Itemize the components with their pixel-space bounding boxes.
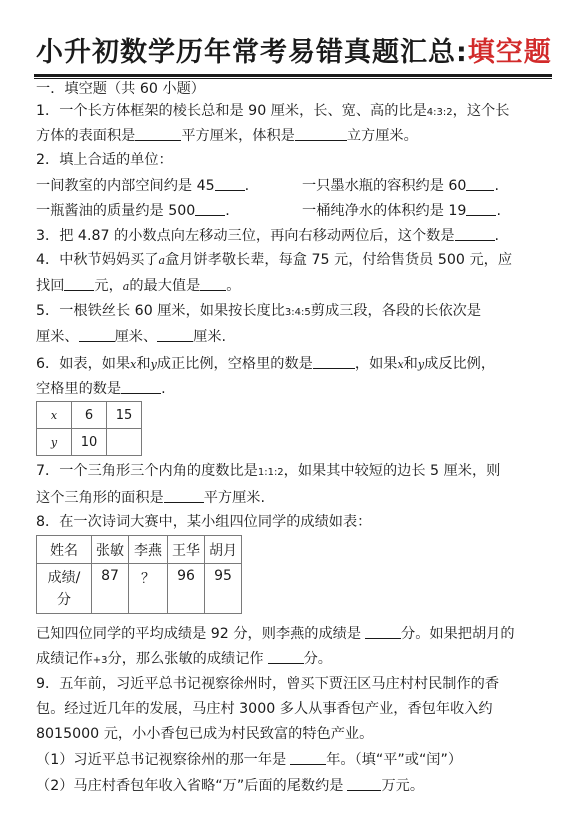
q2-item-b: 一只墨水瓶的容积约是 60 . xyxy=(302,178,499,194)
table-cell: 10 xyxy=(72,429,107,456)
answer-blank[interactable] xyxy=(290,750,326,765)
table-cell: x xyxy=(37,402,72,429)
table-row xyxy=(37,536,242,564)
q9-line1: 9．五年前，习近平总书记视察徐州时，曾买下贾汪区马庄村村民制作的香 xyxy=(36,676,500,692)
answer-blank[interactable] xyxy=(466,176,494,191)
table-cell: 95 xyxy=(205,564,242,614)
answer-blank[interactable] xyxy=(79,327,115,342)
title-main: 小升初数学历年常考易错真题汇总: xyxy=(36,37,468,68)
table-cell: 96 xyxy=(168,564,205,614)
q4-line1: 4．中秋节妈妈买了a盒月饼孝敬长辈，每盒 75 元，付给售货员 500 元，应 xyxy=(36,252,513,268)
answer-blank[interactable] xyxy=(157,327,193,342)
q3-line1: 3．把 4.87 的小数点向左移动三位，再向右移动两位后，这个数是 . xyxy=(36,228,500,244)
q1-line2: 方体的表面积是 平方厘米，体积是 立方厘米。 xyxy=(36,128,418,144)
answer-blank[interactable] xyxy=(313,354,355,369)
q4-var-a: a xyxy=(158,254,166,267)
table-header: 姓名 xyxy=(37,536,92,564)
table-row xyxy=(37,429,142,456)
title-accent: 填空题 xyxy=(467,37,552,68)
q9-line2: 包。经过近几年的发展，马庄村 3000 多人从事香包产业，香包年收入约 xyxy=(36,701,493,717)
answer-blank[interactable] xyxy=(195,201,225,216)
q1-ratio: 4:3:2 xyxy=(426,107,453,118)
table-cell-empty xyxy=(107,429,142,456)
q7-ratio: 1:1:2 xyxy=(257,467,284,478)
q2-line1: 2．填上合适的单位： xyxy=(36,152,173,168)
q1-line1: 1．一个长方体框架的棱长总和是 90 厘米，长、宽、高的比是4:3:2，这个长 xyxy=(36,103,510,119)
table-cell: ？ xyxy=(129,564,168,614)
q2-item-c: 一瓶酱油的质量约是 500 . xyxy=(36,203,230,219)
row-label: 成绩/ 分 xyxy=(37,564,92,614)
q5-line1: 5．一根铁丝长 60 厘米，如果按长度比3:4:5剪成三段，各段的长依次是 xyxy=(36,303,482,319)
answer-blank[interactable] xyxy=(215,176,245,191)
table-cell: 87 xyxy=(92,564,129,614)
answer-blank[interactable] xyxy=(268,649,304,664)
q8-line1: 8．在一次诗词大赛中，某小组四位同学的成绩如表： xyxy=(36,514,372,530)
q6-line1: 6．如表，如果x和y成正比例，空格里的数是 ，如果x和y成反比例， xyxy=(36,356,496,372)
page-title xyxy=(36,30,552,69)
answer-blank[interactable] xyxy=(64,276,94,291)
table-header: 王华 xyxy=(168,536,205,564)
answer-blank[interactable] xyxy=(365,624,401,639)
q6-line2: 空格里的数是 . xyxy=(36,381,166,397)
table-cell: y xyxy=(37,429,72,456)
table-header: 胡月 xyxy=(205,536,242,564)
q5-line2: 厘米、 厘米、 厘米. xyxy=(36,329,227,345)
answer-blank[interactable] xyxy=(200,276,226,291)
q8-line3: 成绩记作+3分，那么张敏的成绩记作 分。 xyxy=(36,651,332,667)
answer-blank[interactable] xyxy=(455,226,495,241)
q6-table xyxy=(36,401,142,456)
answer-blank[interactable] xyxy=(295,126,347,141)
q9-sub1: （1）习近平总书记视察徐州的那一年是 年。（填“平”或“闰”） xyxy=(36,752,463,768)
q8-table xyxy=(36,535,242,614)
q7-line1: 7．一个三角形三个内角的度数比是1:1:2，如果其中较短的边长 5 厘米，则 xyxy=(36,463,501,479)
answer-blank[interactable] xyxy=(347,776,381,791)
answer-blank[interactable] xyxy=(466,201,496,216)
table-header: 李燕 xyxy=(129,536,168,564)
q2-item-a: 一间教室的内部空间约是 45 . xyxy=(36,178,250,194)
table-header: 张敏 xyxy=(92,536,129,564)
q8-plus: +3 xyxy=(92,655,108,666)
q7-line2: 这个三角形的面积是 平方厘米. xyxy=(36,490,265,506)
answer-blank[interactable] xyxy=(135,126,181,141)
q4-line2: 找回 元，a的最大值是 。 xyxy=(36,278,241,294)
q8-line2: 已知四位同学的平均成绩是 92 分，则李燕的成绩是 分。如果把胡月的 xyxy=(36,626,515,642)
q9-sub2: （2）马庄村香包年收入省略“万”后面的尾数约是 万元。 xyxy=(36,778,425,794)
q5-ratio: 3:4:5 xyxy=(284,307,311,318)
table-cell: 6 xyxy=(72,402,107,429)
section-header: 一．填空题（共 60 小题） xyxy=(36,81,205,97)
table-row xyxy=(37,564,242,614)
answer-blank[interactable] xyxy=(164,488,204,503)
title-rule-thin xyxy=(34,78,552,79)
answer-blank[interactable] xyxy=(121,379,161,394)
q9-line3: 8015000 元，小小香包已成为村民致富的特色产业。 xyxy=(36,726,374,742)
table-row xyxy=(37,402,142,429)
table-cell: 15 xyxy=(107,402,142,429)
q2-item-d: 一桶纯净水的体积约是 19 . xyxy=(302,203,501,219)
title-rule xyxy=(34,74,552,77)
